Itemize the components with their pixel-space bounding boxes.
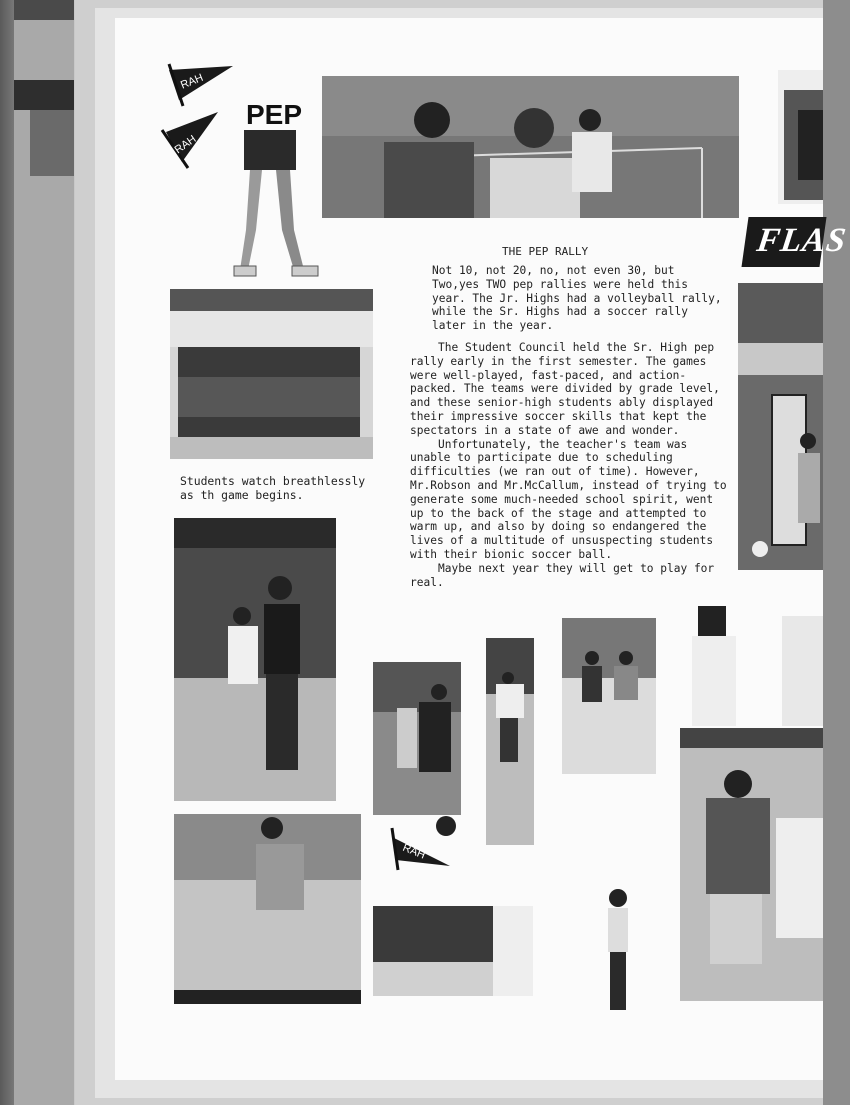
photo-caption: Students watch breathlessly as th game begins. — [180, 474, 366, 502]
scanner-block — [14, 0, 74, 20]
photo-standing-figure — [598, 888, 638, 1014]
photo-students-right — [680, 728, 823, 1001]
article-body — [410, 264, 728, 589]
svg-text:RAH: RAH — [172, 133, 199, 157]
scanner-block — [14, 80, 74, 110]
photo-crowd — [373, 906, 533, 996]
photo-right-hall — [738, 283, 823, 570]
photo-players-bottom — [174, 814, 361, 1004]
photo-right-top — [778, 70, 823, 204]
photo-soccer-player — [174, 518, 336, 801]
photo-player-action — [373, 662, 461, 815]
article-paragraph: Unfortunately, the teacher's team was unable to participate due to scheduling difficulties (we ran out of time). However, Mr.Robson and Mr.McCallum, instead of trying to generate some much-needed school spirit, went up to the back of the stage and attempted to warm up, and also by doing so endangered the lives of a multitude of unsuspecting students with their bionic soccer ball. — [410, 437, 727, 561]
svg-text:RAH: RAH — [178, 71, 205, 92]
scanner-block — [30, 110, 74, 176]
photo-students-top — [322, 76, 739, 218]
pep-title: PEP — [246, 99, 303, 130]
photo-two-players — [562, 618, 656, 774]
photo-spectators — [170, 289, 373, 459]
svg-text:RAH: RAH — [400, 841, 427, 862]
article-title: THE PEP RALLY — [502, 245, 589, 258]
article-lead: Not 10, not 20, no, not even 30, but Two,yes TWO pep rallies were held this year. The Jr. Highs had a volleyball rally, while the Sr. Highs had a soccer rally later in the year. — [432, 264, 722, 333]
photo-cutout-runner — [692, 606, 823, 726]
article-paragraph: Maybe next year they will get to play for real. — [410, 561, 715, 589]
rah-pennant-icon — [165, 62, 237, 108]
flash-banner: FLAS — [741, 217, 826, 267]
cutout-photo-legs — [232, 130, 322, 282]
photo-goalie — [486, 638, 534, 845]
rah-pennant-icon — [160, 110, 222, 168]
article-paragraph: The Student Council held the Sr. High pep rally early in the first semester. The games were well-played, fast-paced, and action-packed. The teams were divided by grade level, and these senior-high students ably displayed their impressive soccer skills that kept the spectators in a state of awe and wonder. — [410, 340, 720, 437]
